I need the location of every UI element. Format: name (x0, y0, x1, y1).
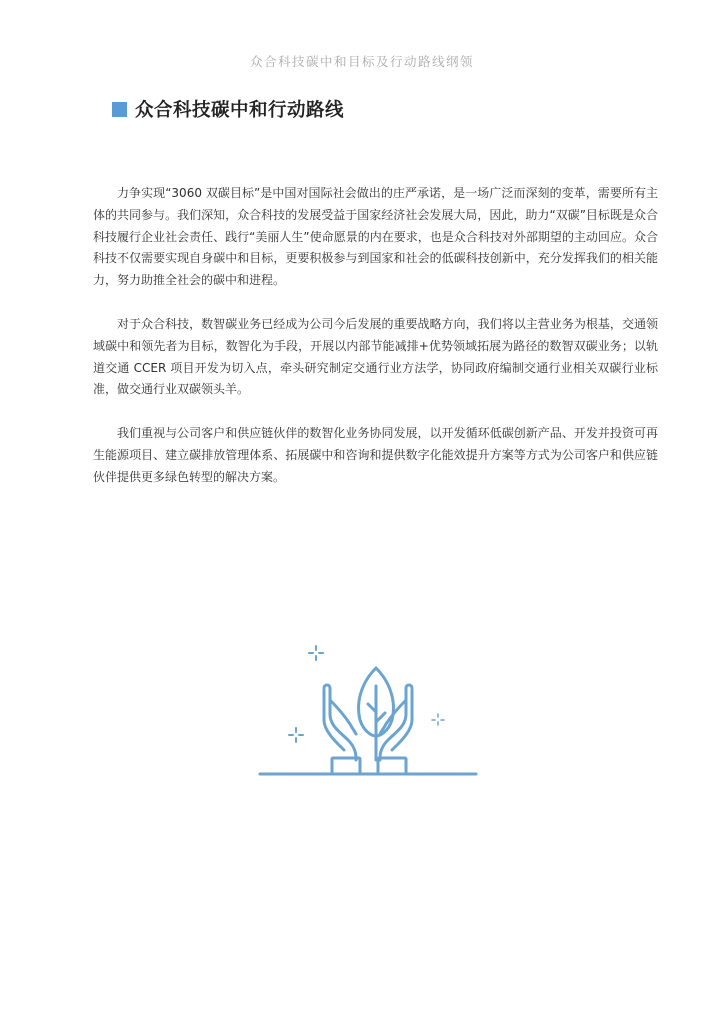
left-hand-icon (324, 685, 360, 774)
leaf-icon (359, 668, 394, 760)
paragraph-1: 力争实现“3060 双碳目标”是中国对国际社会做出的庄严承诺，是一场广泛而深刻的变革，需要所有主体的共同参与。我们深知，众合科技的发展受益于国家经济社会发展大局，因此，助力“双碳”目标既是众合科技履行企业社会责任、践行“美丽人生”使命愿景的内在要求，也是众合科技对外部期望的主动回应。众合科技不仅需要实现自身碳中和目标，更要积极参与到国家和社会的低碳科技创新中，充分发挥我们的相关能力，努力助推全社会的碳中和进程。 (93, 186, 658, 288)
body-text (93, 183, 658, 511)
hands-holding-leaf-icon (256, 640, 480, 780)
running-header: 众合科技碳中和目标及行动路线纲领 (249, 54, 474, 69)
sparkle-top-icon (309, 646, 323, 660)
sparkle-left-icon (289, 728, 303, 742)
sparkle-right-icon (432, 714, 444, 725)
paragraph-3: 我们重视与公司客户和供应链伙伴的数智化业务协同发展，以开发循环低碳创新产品、开发并投资可再生能源项目、建立碳排放管理体系、拓展碳中和咨询和提供数字化能效提升方案等方式为公司客户和供应链伙伴提供更多绿色转型的解决方案。 (93, 426, 658, 484)
section-title: 众合科技碳中和行动路线 (135, 100, 345, 121)
right-hand-icon (378, 685, 412, 774)
heading-square-icon (112, 102, 127, 117)
paragraph-2: 对于众合科技，数智碳业务已经成为公司今后发展的重要战略方向，我们将以主营业务为根基，交通领域碳中和领先者为目标，数智化为手段，开展以内部节能减排+优势领域拓展为路径的数智双碳业务；以轨道交通 CCER 项目开发为切入点，牵头研究制定交通行业方法学，协同政府编制交通行业相关双碳行业标准，做交通行业双碳领头羊。 (93, 316, 658, 397)
section-heading (112, 96, 344, 122)
